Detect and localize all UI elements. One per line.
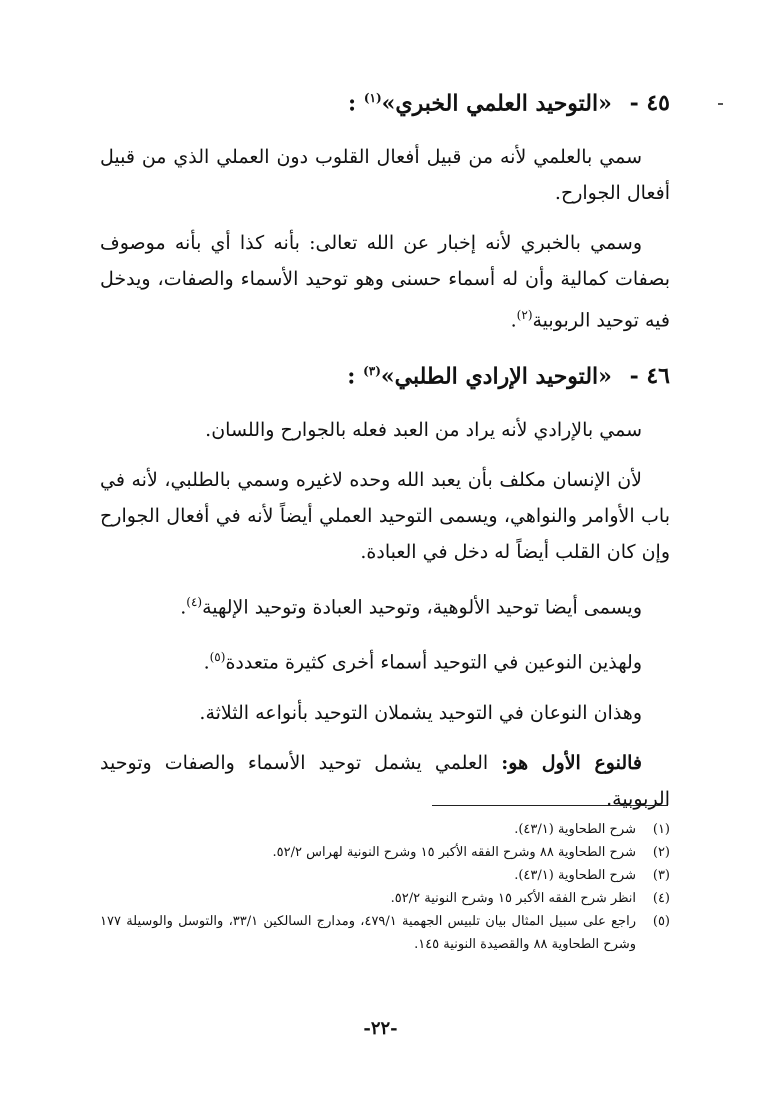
- footnote-number: (٢): [652, 845, 670, 860]
- heading-title: «التوحيد العلمي الخبري»: [381, 90, 612, 117]
- footnote-number: (١): [652, 822, 670, 837]
- footnote: [100, 864, 670, 887]
- heading-46: [100, 353, 670, 394]
- footnote-ref: (٢): [516, 308, 533, 323]
- paragraph: [100, 584, 670, 625]
- paragraph-end: .: [180, 596, 187, 619]
- footnote-number: (٤): [652, 891, 670, 906]
- bold-lead: فالنوع الأول هو:: [501, 751, 642, 774]
- footnotes: [100, 818, 670, 956]
- footnote-text: شرح الطحاوية (٤٣/١).: [514, 822, 636, 837]
- footnote-ref: (٥): [209, 650, 226, 665]
- heading-colon: :: [348, 90, 357, 117]
- heading-45: [100, 80, 670, 121]
- footnote-ref: (٣): [363, 363, 381, 378]
- page-number: -٢٢-: [363, 1018, 398, 1039]
- footnote-number: (٥): [652, 914, 670, 929]
- heading-colon: :: [347, 362, 356, 389]
- footnote-divider: [432, 805, 668, 806]
- heading-number: ٤٦ -: [629, 362, 670, 389]
- margin-mark: [718, 103, 723, 105]
- paragraph: لأن الإنسان مكلف بأن يعبد الله وحده لاغيره وسمي بالطلبي، لأنه في باب الأوامر والنواهي، ويسمى التوحيد العملي أيضاً لأنه في أفعال الجوارح وإن كان القلب أيضاً له دخل في العبادة.: [100, 468, 670, 563]
- footnote-text: انظر شرح الفقه الأكبر ١٥ وشرح النونية ٥٢/٢.: [390, 891, 636, 906]
- footnote-ref: (٤): [186, 594, 203, 609]
- heading-number: ٤٥ -: [629, 90, 670, 117]
- paragraph: سمي بالعلمي لأنه من قبيل أفعال القلوب دون العملي الذي من قبيل أفعال الجوارح.: [100, 146, 670, 205]
- footnote-text: شرح الطحاوية (٤٣/١).: [514, 868, 636, 883]
- footnote: [100, 910, 670, 956]
- paragraph: [100, 225, 670, 338]
- footnote-ref: (١): [363, 91, 382, 105]
- footnote: [100, 841, 670, 864]
- paragraph: وهذان النوعان في التوحيد يشملان التوحيد بأنواعه الثلاثة.: [199, 701, 642, 724]
- footnote-text: راجع على سبيل المثال بيان تلبيس الجهمية ٤٧٩/١، ومدارج السالكين ٣٣/١، والتوسل والوسيلة ١٧٧ وشرح الطحاوية ٨٨ والقصيدة النونية ١٤٥.: [100, 914, 636, 952]
- footnote-number: (٣): [652, 868, 670, 883]
- footnote: [100, 818, 670, 841]
- paragraph-text: العلمي يشمل توحيد الأسماء والصفات وتوحيد الربوبية.: [100, 751, 670, 810]
- paragraph: سمي بالإرادي لأنه يراد من العبد فعله بالجوارح واللسان.: [205, 418, 642, 441]
- heading-title: «التوحيد الإرادي الطلبي»: [380, 362, 612, 389]
- paragraph-end: .: [203, 651, 210, 674]
- paragraph-text: ويسمى أيضا توحيد الألوهية، وتوحيد العبادة وتوحيد الإلهية: [202, 596, 642, 619]
- paragraph-end: .: [510, 309, 517, 332]
- page-body: [100, 80, 670, 831]
- paragraph: [100, 639, 670, 680]
- footnote: [100, 887, 670, 910]
- paragraph-text: ولهذين النوعين في التوحيد أسماء أخرى كثيرة متعددة: [225, 651, 642, 674]
- footnote-text: شرح الطحاوية ٨٨ وشرح الفقه الأكبر ١٥ وشرح النونية لهراس ٥٢/٢.: [272, 845, 636, 860]
- paragraph-text: وسمي بالخبري لأنه إخبار عن الله تعالى: بأنه كذا أي بأنه موصوف بصفات كمالية وأن له أسماء حسنى وهو توحيد الأسماء والصفات، ويدخل فيه توحيد الربوبية: [100, 232, 670, 332]
